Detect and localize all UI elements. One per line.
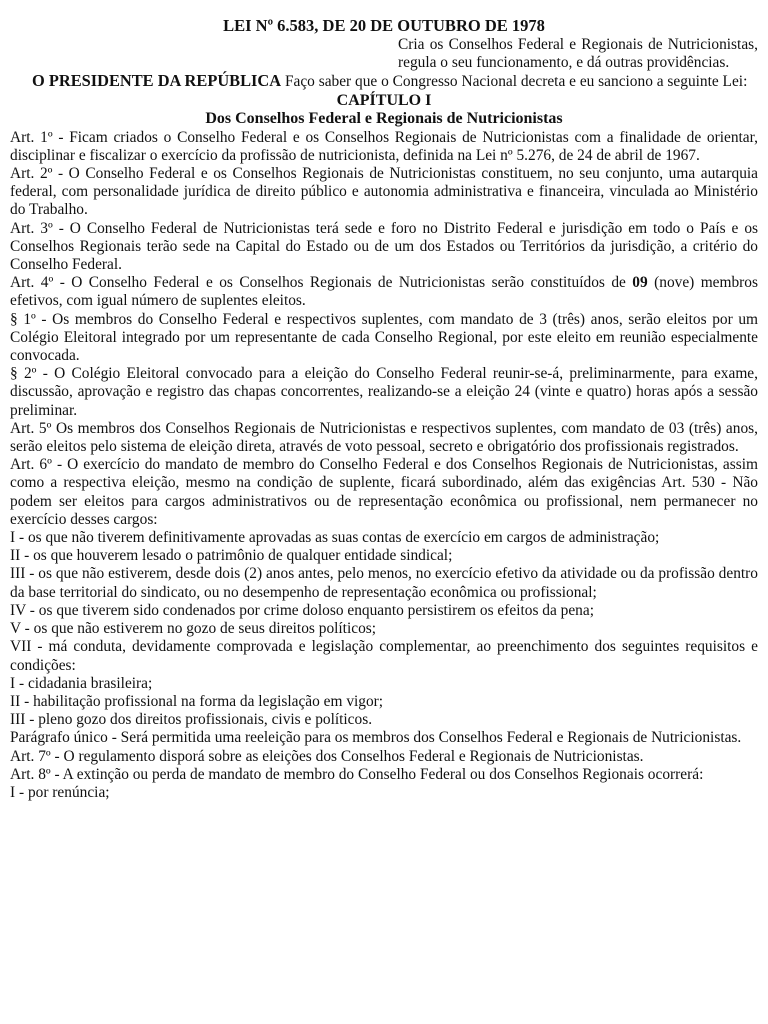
preamble-text: Faço saber que o Congresso Nacional decreta e eu sanciono a seguinte Lei: <box>281 73 748 91</box>
article-6: Art. 6º - O exercício do mandato de membro do Conselho Federal e dos Conselhos Regionais de Nutricionistas, assim como a respectiva eleição, mesmo na condição de suplente, ficará subordinado, além das exigências Art. 530 - Não podem ser eleitos para cargos administrativos ou de representação econômica ou profissional, nem permanecer no exercício desses cargos: <box>10 456 758 528</box>
requirement-i: I - cidadania brasileira; <box>10 674 153 692</box>
article-4-paragraph-2: § 2º - O Colégio Eleitoral convocado para a eleição do Conselho Federal reunir-se-á, preliminarmente, para exame, discussão, aprovação e registro das chapas concorrentes, realizando-se a eleição 24 (vinte e quatro) horas após a sessão preliminar. <box>10 365 758 419</box>
item-iv: IV - os que tiverem sido condenados por crime doloso enquanto persistirem os efeitos da pena; <box>10 601 594 619</box>
article-3: Art. 3º - O Conselho Federal de Nutricionistas terá sede e foro no Distrito Federal e jurisdição em todo o País e os Conselhos Regionais terão sede na Capital do Estado ou de um dos Estados ou Territórios da jurisdição, a critério do Conselho Federal. <box>10 219 758 274</box>
article-4-text-b: (nove) membros efetivos, com igual número de suplentes eleitos. <box>10 274 758 310</box>
article-4-text-a: Art. 4º - O Conselho Federal e os Conselhos Regionais de Nutricionistas serão constituídos de <box>10 274 633 292</box>
item-ii: II - os que houverem lesado o patrimônio de qualquer entidade sindical; <box>10 547 453 565</box>
item-i: I - os que não tiverem definitivamente aprovadas as suas contas de exercício em cargos de administração; <box>10 529 660 547</box>
article-8: Art. 8º - A extinção ou perda de mandato de membro do Conselho Federal ou dos Conselhos Regionais ocorrerá: <box>10 765 704 783</box>
preamble <box>10 72 758 91</box>
sole-paragraph: Parágrafo único - Será permitida uma reeleição para os membros dos Conselhos Federal e Regionais de Nutricionistas. <box>10 729 742 747</box>
article-1: Art. 1º - Ficam criados o Conselho Federal e os Conselhos Regionais de Nutricionistas com a finalidade de orientar, disciplinar e fiscalizar o exercício da profissão de nutricionista, definida na Lei nº 5.276, de 24 de abril de 1967. <box>10 128 758 164</box>
preamble-lead: O PRESIDENTE DA REPÚBLICA <box>32 71 282 91</box>
article-2: Art. 2º - O Conselho Federal e os Conselhos Regionais de Nutricionistas constituem, no seu conjunto, uma autarquia federal, com personalidade jurídica de direito público e autonomia administrativa e financeira, vinculada ao Ministério do Trabalho. <box>10 165 758 219</box>
article-4-paragraph-1: § 1º - Os membros do Conselho Federal e respectivos suplentes, com mandato de 3 (três) anos, serão eleitos por um Colégio Eleitoral integrado por um representante de cada Conselho Regional, por este eleito em reunião especialmente convocada. <box>10 310 758 365</box>
article-7: Art. 7º - O regulamento disporá sobre as eleições dos Conselhos Federal e Regionais de Nutricionistas. <box>10 747 644 765</box>
chapter-title: Dos Conselhos Federal e Regionais de Nutricionistas <box>205 110 563 128</box>
article-4 <box>10 274 758 310</box>
item-v: V - os que não estiverem no gozo de seus direitos políticos; <box>10 620 377 638</box>
article-8-item-i: I - por renúncia; <box>10 783 110 801</box>
article-5: Art. 5º Os membros dos Conselhos Regionais de Nutricionistas e respectivos suplentes, com mandato de 03 (três) anos, serão eleitos pelo sistema de eleição direta, através de voto pessoal, secreto e obrigatório dos profissionais registrados. <box>10 419 758 456</box>
law-summary: Cria os Conselhos Federal e Regionais de Nutricionistas, regula o seu funcionamento, e dá outras providências. <box>398 36 758 72</box>
requirement-ii: II - habilitação profissional na forma da legislação em vigor; <box>10 692 384 710</box>
chapter-number: CAPÍTULO I <box>336 91 432 109</box>
article-4-member-count: 09 <box>632 274 648 292</box>
law-title: LEI Nº 6.583, DE 20 DE OUTUBRO DE 1978 <box>223 16 545 35</box>
requirement-iii: III - pleno gozo dos direitos profissionais, civis e políticos. <box>10 711 373 729</box>
item-iii: III - os que não estiverem, desde dois (2) anos antes, pelo menos, no exercício efetivo da atividade ou da profissão dentro da base territorial do sindicato, ou no desempenho de representação econômica ou profissional; <box>10 565 758 601</box>
item-vii: VII - má conduta, devidamente comprovada e legislação complementar, ao preenchimento dos seguintes requisitos e condições: <box>10 638 758 674</box>
